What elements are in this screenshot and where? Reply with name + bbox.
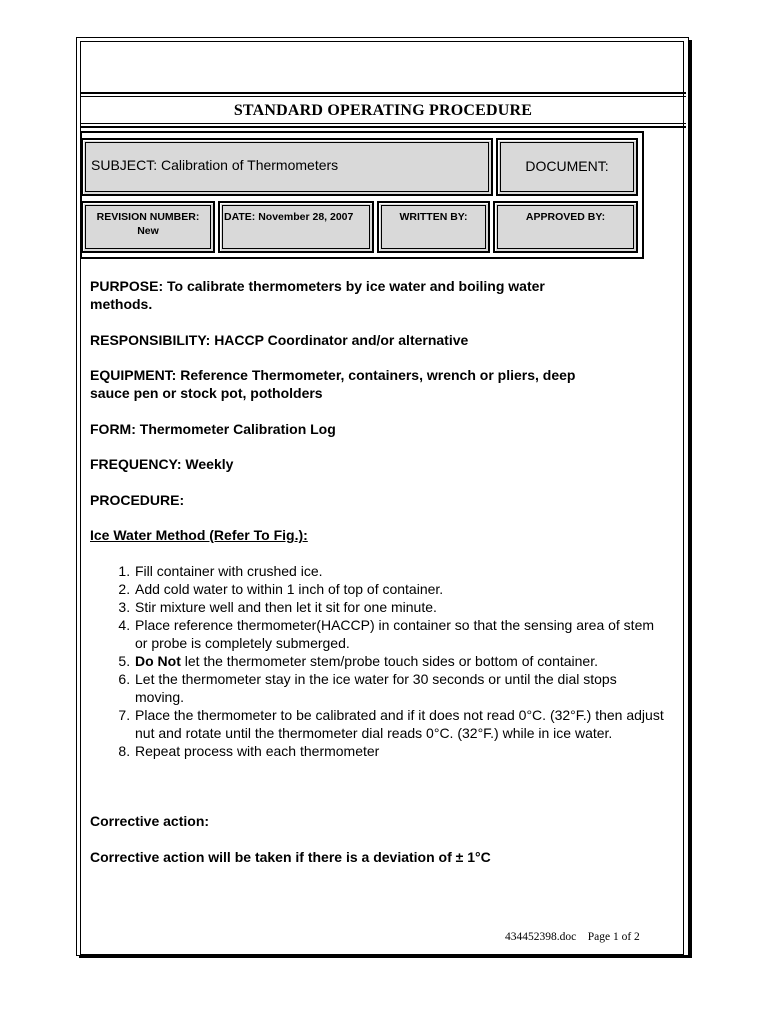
- subject-label: SUBJECT:: [91, 157, 158, 173]
- purpose-line-2: methods.: [90, 296, 153, 312]
- list-item: 2. Add cold water to within 1 inch of top of container.: [134, 580, 664, 598]
- step-5-text: let the thermometer stem/probe touch sides or bottom of container.: [180, 653, 598, 669]
- purpose-line-1: PURPOSE: To calibrate thermometers by ice water and boiling water: [90, 278, 545, 294]
- responsibility: RESPONSIBILITY: HACCP Coordinator and/or alternative: [90, 332, 469, 348]
- date-label: DATE: November 28, 2007: [224, 211, 354, 223]
- page-footer: 434452398.doc Page 1 of 2: [505, 931, 640, 943]
- list-item: 3. Stir mixture well and then let it sit for one minute.: [134, 598, 664, 616]
- list-item: [134, 652, 664, 670]
- written-by-cell: [377, 201, 490, 253]
- frequency: FREQUENCY: Weekly: [90, 456, 234, 472]
- document-label: DOCUMENT:: [525, 158, 609, 174]
- list-item: 7. Place the thermometer to be calibrated and if it does not read 0°C. (32°F.) then adjust nut and rotate until the thermometer dial reads 0°C. (32°F.) while in ice water.: [134, 706, 664, 742]
- list-item: 4. Place reference thermometer(HACCP) in container so that the sensing area of stem or probe is completely submerged.: [134, 616, 664, 652]
- list-item: 6. Let the thermometer stay in the ice water for 30 seconds or until the dial stops moving.: [134, 670, 664, 706]
- approved-by-label: APPROVED BY:: [525, 211, 606, 223]
- equipment-line-2: sauce pen or stock pot, potholders: [90, 385, 323, 401]
- equipment-line-1: EQUIPMENT: Reference Thermometer, containers, wrench or pliers, deep: [90, 367, 576, 383]
- revision-cell: [81, 201, 215, 253]
- corrective-action-heading: Corrective action:: [90, 813, 210, 829]
- form: FORM: Thermometer Calibration Log: [90, 421, 336, 437]
- title-band: [80, 92, 686, 128]
- written-by-label: WRITTEN BY:: [399, 211, 468, 223]
- revision-label: REVISION NUMBER:: [96, 211, 200, 223]
- date-cell: [218, 201, 374, 253]
- page-title: STANDARD OPERATING PROCEDURE: [233, 102, 533, 119]
- subject-value: Calibration of Thermometers: [157, 157, 339, 173]
- ice-water-method-heading: Ice Water Method (Refer To Fig.):: [90, 527, 308, 543]
- approved-by-cell: [493, 201, 638, 253]
- subject-cell: [81, 138, 493, 196]
- revision-value: New: [137, 225, 159, 237]
- document-cell: [496, 138, 638, 196]
- subject-text: [91, 157, 338, 173]
- procedure-heading: PROCEDURE:: [90, 492, 185, 508]
- list-item: 1. Fill container with crushed ice.: [134, 562, 664, 580]
- procedure-steps: [90, 562, 664, 760]
- list-item: 8. Repeat process with each thermometer: [134, 742, 664, 760]
- corrective-action-statement: Corrective action will be taken if there is a deviation of ± 1°C: [90, 849, 491, 865]
- do-not-emphasis: Do Not: [135, 653, 181, 669]
